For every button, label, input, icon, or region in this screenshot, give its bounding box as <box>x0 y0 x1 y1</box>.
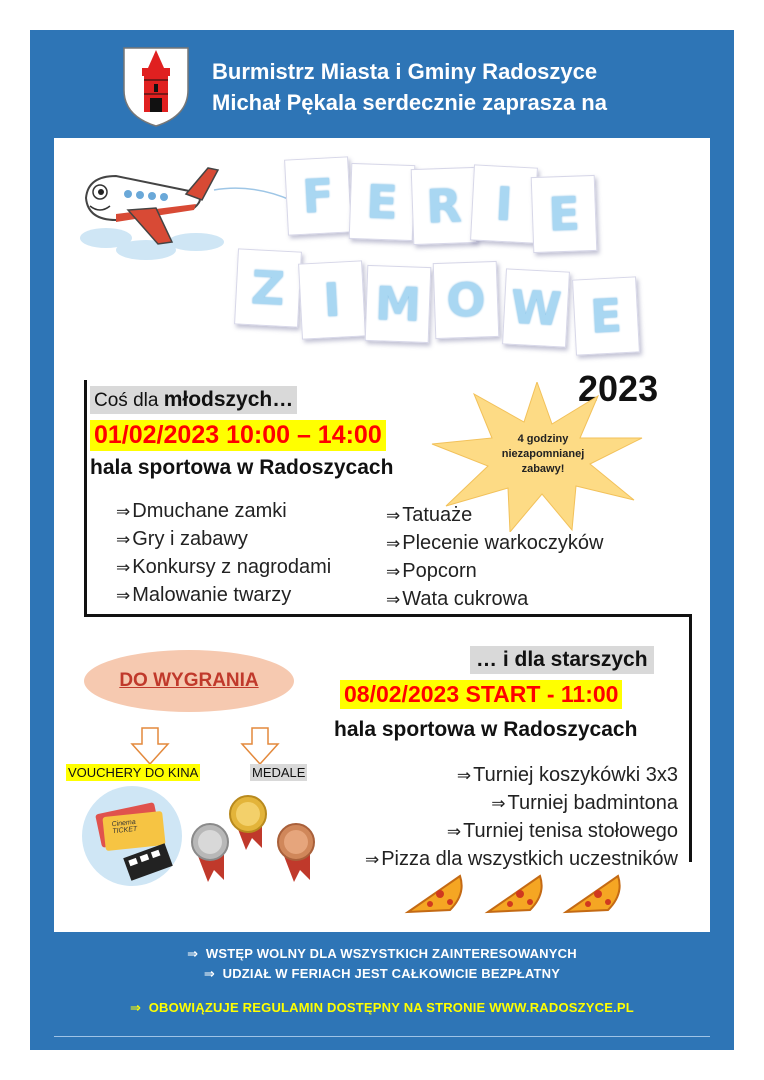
starburst-line-3: zabawy! <box>521 463 565 475</box>
title-letter-card: I <box>298 260 366 339</box>
vouchers-label: VOUCHERY DO KINA <box>68 765 199 780</box>
starburst-line-2: niezapomnianej <box>501 448 585 460</box>
title-letter-card: M <box>365 265 432 343</box>
prizes-oval <box>84 650 294 712</box>
title-letter-card: E <box>531 175 598 253</box>
arrow-icon: ⇒ <box>446 822 462 842</box>
list-item <box>386 558 603 586</box>
list-item <box>386 586 603 614</box>
activity-label: Dmuchane zamki <box>132 500 287 522</box>
activity-label: Wata cukrowa <box>402 588 529 610</box>
title-letter-card: I <box>470 164 538 243</box>
footer-text: WSTĘP WOLNY DLA WSZYSTKICH ZAINTERESOWANYCH <box>205 946 577 961</box>
activity-label: Malowanie twarzy <box>132 584 292 606</box>
coat-of-arms-icon <box>120 44 192 128</box>
title-letter-card: R <box>411 167 478 245</box>
arrow-icon: ⇒ <box>456 766 472 786</box>
list-item <box>365 846 678 874</box>
starburst-text <box>488 432 598 477</box>
title-letter-card: O <box>433 261 500 339</box>
ticket-text <box>111 819 137 836</box>
list-item <box>116 498 331 526</box>
header-line-2: Michał Pękala serdecznie zaprasza na <box>212 90 607 115</box>
arrow-icon: ⇒ <box>116 530 131 550</box>
medals-label: MEDALE <box>252 765 306 780</box>
older-activities <box>365 762 678 874</box>
list-item <box>116 526 331 554</box>
arrow-icon: ⇒ <box>386 590 401 610</box>
arrow-icon: ⇒ <box>386 562 401 582</box>
medals-icon <box>190 790 330 886</box>
title-letter-card: F <box>284 156 352 235</box>
older-heading: … i dla starszych <box>470 646 654 674</box>
starburst-line-1: 4 godziny <box>517 433 569 445</box>
pizza-slice-icon <box>562 872 626 918</box>
arrow-down-icon <box>128 726 172 766</box>
younger-date: 01/02/2023 10:00 – 14:00 <box>90 420 386 451</box>
title-letter-card: W <box>502 268 570 347</box>
arrow-icon: ⇒ <box>364 850 380 870</box>
cinema-ticket-icon <box>80 784 184 888</box>
activity-label: Plecenie warkoczyków <box>402 532 604 554</box>
older-venue: hala sportowa w Radoszycach <box>334 718 638 741</box>
list-item <box>386 530 603 558</box>
arrow-down-icon <box>238 726 282 766</box>
title-letter-card: Z <box>234 248 302 327</box>
footer-text: OBOWIĄZUJE REGULAMIN DOSTĘPNY NA STRONIE WWW.RADOSZYCE.PL <box>148 1000 634 1015</box>
ticket-text-line-1: Cinema <box>111 818 137 829</box>
arrow-icon: ⇒ <box>203 966 215 981</box>
arrow-icon: ⇒ <box>491 794 506 814</box>
younger-activities-left <box>116 498 331 610</box>
list-item <box>365 818 678 846</box>
younger-heading-prefix: Coś dla <box>94 390 164 411</box>
activity-label: Popcorn <box>402 560 477 582</box>
arrow-icon: ⇒ <box>116 586 131 606</box>
activity-label: Gry i zabawy <box>132 528 248 550</box>
activity-label: Turniej tenisa stołowego <box>463 820 678 842</box>
arrow-icon: ⇒ <box>116 502 131 522</box>
list-item <box>365 790 678 818</box>
header-invitation <box>212 56 607 118</box>
activity-label: Pizza dla wszystkich uczestników <box>381 848 678 870</box>
list-item <box>116 582 331 610</box>
footer-line-2 <box>30 966 734 982</box>
title-letter-card: E <box>572 276 640 355</box>
younger-heading-bold: młodszych… <box>163 388 294 411</box>
activity-label: Turniej badmintona <box>507 792 678 814</box>
arrow-icon: ⇒ <box>130 1000 142 1015</box>
pizza-slice-icon <box>484 872 548 918</box>
footer-line-3 <box>30 1000 734 1016</box>
title-letter-card: E <box>349 163 416 241</box>
header-line-1: Burmistrz Miasta i Gminy Radoszyce <box>212 59 598 84</box>
prizes-title: DO WYGRANIA <box>119 670 259 691</box>
list-item <box>116 554 331 582</box>
arrow-icon: ⇒ <box>116 558 131 578</box>
activity-label: Turniej koszykówki 3x3 <box>473 764 678 786</box>
footer-line-1 <box>30 946 734 962</box>
younger-activities-right <box>386 502 603 614</box>
younger-frame-left <box>84 380 87 616</box>
older-date: 08/02/2023 START - 11:00 <box>340 680 622 709</box>
arrow-icon: ⇒ <box>386 534 401 554</box>
pizza-slice-icon <box>404 872 468 918</box>
arrow-icon: ⇒ <box>386 506 401 526</box>
footer-divider <box>54 1036 710 1037</box>
arrow-icon: ⇒ <box>187 946 199 961</box>
year-label: 2023 <box>578 368 659 409</box>
ticket-text-line-2: TICKET <box>112 825 138 836</box>
younger-heading <box>90 386 297 414</box>
activity-label: Konkursy z nagrodami <box>132 556 332 578</box>
activity-label: Tatuaże <box>402 504 473 526</box>
list-item <box>365 762 678 790</box>
list-item <box>386 502 603 530</box>
older-frame-right <box>689 614 692 862</box>
younger-frame-bottom <box>84 614 692 617</box>
younger-venue: hala sportowa w Radoszycach <box>90 456 394 479</box>
footer-text: UDZIAŁ W FERIACH JEST CAŁKOWICIE BEZPŁATNY <box>222 966 561 981</box>
